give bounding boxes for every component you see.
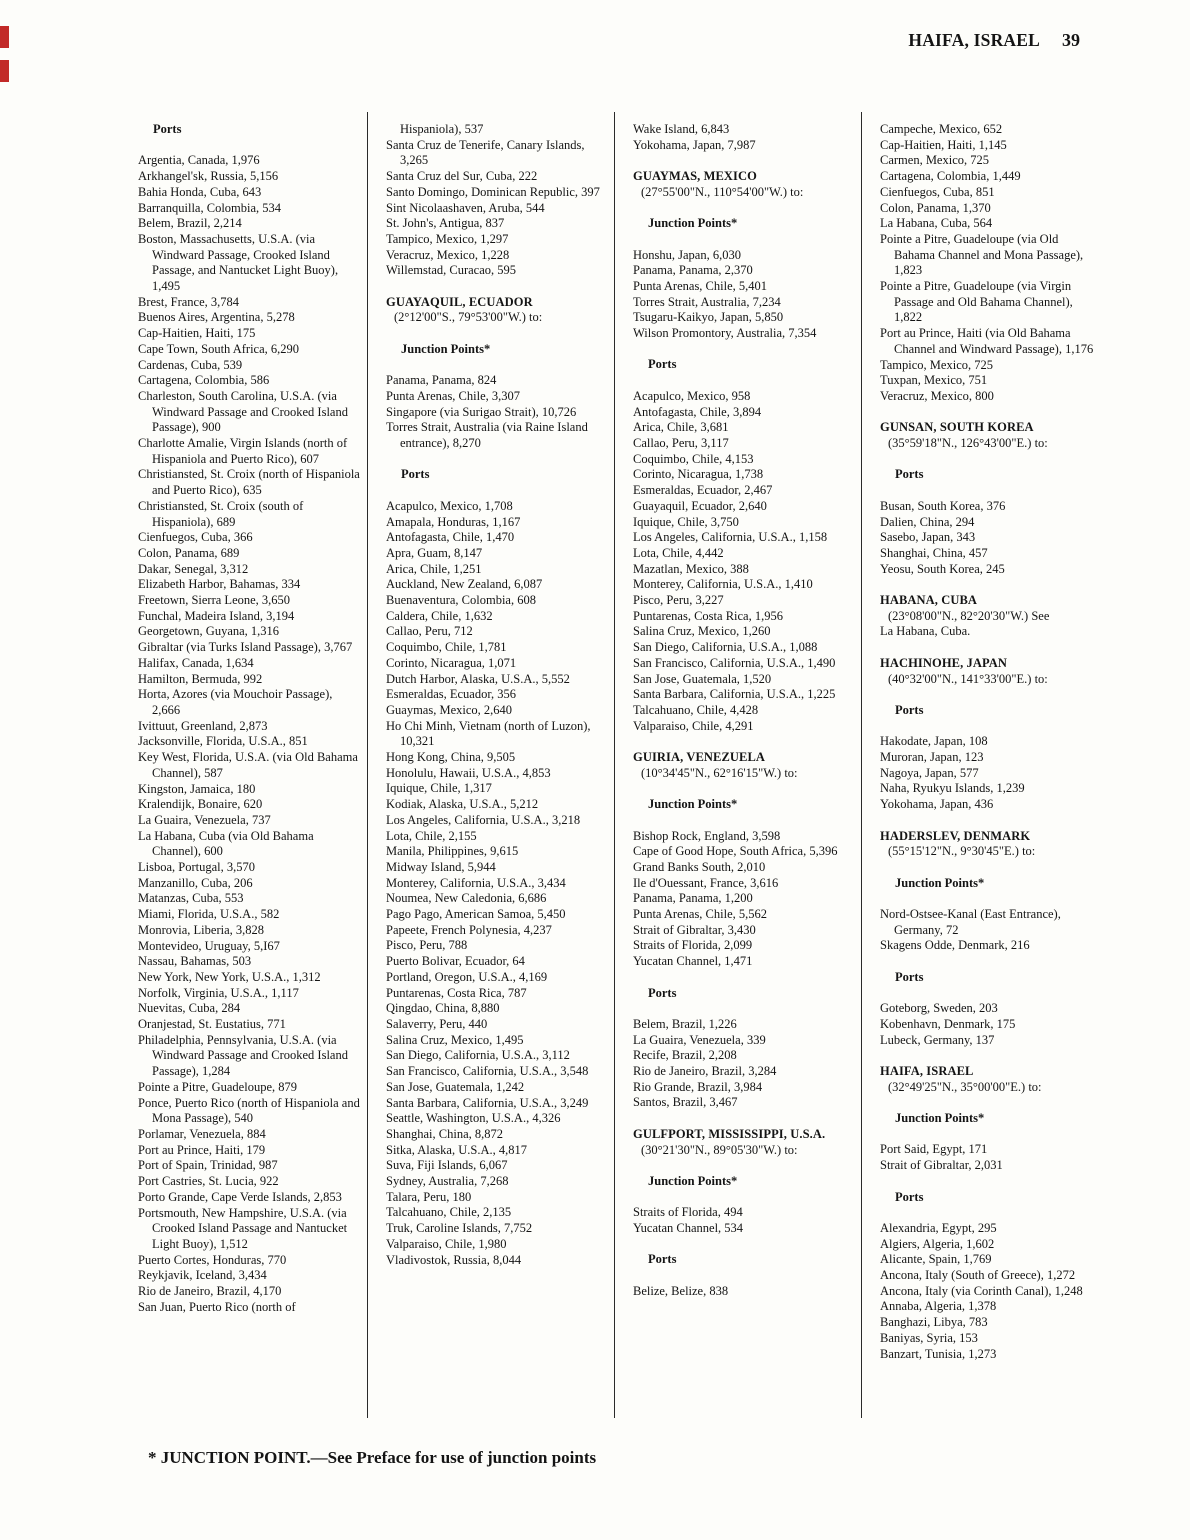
port-entry: Santa Cruz de Tenerife, Canary Islands, 3,265 [386, 137, 585, 168]
port-entry: Pago Pago, American Samoa, 5,450 [386, 907, 566, 922]
port-note: La Habana, Cuba. [880, 624, 971, 639]
port-entry: Amapala, Honduras, 1,167 [386, 514, 521, 529]
port-entry: Alicante, Spain, 1,769 [880, 1252, 992, 1267]
port-entry: Coquimbo, Chile, 1,781 [386, 640, 507, 655]
port-entry: Mazatlan, Mexico, 388 [633, 561, 749, 576]
port-entry: Matanzas, Cuba, 553 [138, 891, 244, 906]
port-entry: Antofagasta, Chile, 3,894 [633, 404, 762, 419]
port-entry: Halifax, Canada, 1,634 [138, 655, 254, 670]
port-entry: Antofagasta, Chile, 1,470 [386, 530, 515, 545]
port-entry: Muroran, Japan, 123 [880, 750, 984, 765]
port-coordinates: (10°34'45"N., 62°16'15"W.) to: [641, 765, 798, 780]
port-entry: Nagoya, Japan, 577 [880, 765, 979, 780]
port-entry: Puntarenas, Costa Rica, 1,956 [633, 608, 783, 623]
entries-group [880, 907, 1102, 954]
edge-registration-mark [0, 26, 9, 48]
port-entry: Christiansted, St. Croix (south of Hispaniola), 689 [138, 498, 304, 529]
port-coordinates: (55°15'12"N., 9°30'45"E.) to: [888, 844, 1036, 859]
column-4 [861, 112, 1108, 1418]
entries-group [386, 122, 608, 138]
port-entry: Auckland, New Zealand, 6,087 [386, 577, 543, 592]
port-name: HAIFA, ISRAEL [880, 1063, 974, 1078]
port-entry: Tampico, Mexico, 725 [880, 357, 993, 372]
port-entry: Vladivostok, Russia, 8,044 [386, 1252, 522, 1267]
port-entry: Belem, Brazil, 2,214 [138, 216, 242, 231]
port-entry: Manila, Philippines, 9,615 [386, 844, 519, 859]
port-entry: Ancona, Italy (South of Greece), 1,272 [880, 1268, 1076, 1283]
section-heading: Junction Points* [401, 341, 491, 356]
port-entry: Montevideo, Uruguay, 5,I67 [138, 938, 280, 953]
port-entry: Shanghai, China, 457 [880, 545, 988, 560]
port-entry: Punta Arenas, Chile, 3,307 [386, 388, 521, 403]
port-entry: Panama, Panama, 824 [386, 373, 497, 388]
port-entry: New York, New York, U.S.A., 1,312 [138, 969, 321, 984]
port-entry: Buenaventura, Colombia, 608 [386, 593, 536, 608]
port-entry: Nassau, Bahamas, 503 [138, 954, 252, 969]
edge-registration-mark [0, 60, 9, 82]
port-entry: Arica, Chile, 3,681 [633, 420, 729, 435]
port-entry: Strait of Gibraltar, 3,430 [633, 922, 756, 937]
section-heading: Ports [895, 969, 924, 984]
entries-group [386, 499, 608, 1268]
section-heading: Ports [648, 1252, 677, 1267]
port-entry: Port au Prince, Haiti (via Old Bahama Channel and Windward Passage), 1,176 [880, 326, 1094, 356]
port-entry: Ivittuut, Greenland, 2,873 [138, 718, 268, 733]
port-entry: La Habana, Cuba, 564 [880, 216, 993, 231]
port-entry: Ile d'Ouessant, France, 3,616 [633, 875, 779, 890]
port-entry: Dakar, Senegal, 3,312 [138, 561, 249, 576]
port-entry: Sasebo, Japan, 343 [880, 530, 976, 545]
port-entry: Baniyas, Syria, 153 [880, 1330, 978, 1345]
entries-group [633, 1017, 855, 1111]
port-entry: Yokohama, Japan, 7,987 [633, 137, 756, 152]
junction-point-footnote: * JUNCTION POINT.—See Preface for use of junction points [148, 1448, 597, 1467]
port-entry: Barranquilla, Colombia, 534 [138, 200, 282, 215]
port-entry: San Jose, Guatemala, 1,242 [386, 1079, 525, 1094]
port-entry: Arica, Chile, 1,251 [386, 561, 482, 576]
port-name: GULFPORT, MISSISSIPPI, U.S.A. [633, 1126, 826, 1141]
port-entry: Los Angeles, California, U.S.A., 3,218 [386, 812, 581, 827]
port-entry: Talcahuano, Chile, 2,135 [386, 1205, 512, 1220]
port-entry: Yucatan Channel, 534 [633, 1221, 744, 1236]
port-entry: Honolulu, Hawaii, U.S.A., 4,853 [386, 765, 551, 780]
port-entry: Wilson Promontory, Australia, 7,354 [633, 326, 817, 341]
port-entry: Banzart, Tunisia, 1,273 [880, 1346, 997, 1361]
port-entry: Freetown, Sierra Leone, 3,650 [138, 593, 291, 608]
port-entry: Norfolk, Virginia, U.S.A., 1,117 [138, 985, 299, 1000]
port-coordinates: (27°55'00"N., 110°54'00"W.) to: [641, 184, 804, 199]
port-entry: Valparaiso, Chile, 4,291 [633, 718, 754, 733]
port-entry: Dalien, China, 294 [880, 514, 975, 529]
port-entry: Alexandria, Egypt, 295 [880, 1220, 997, 1235]
entries-group [633, 1205, 855, 1236]
port-entry: Lota, Chile, 2,155 [386, 828, 477, 843]
port-name: GUIRIA, VENEZUELA [633, 750, 766, 765]
port-entry: Porto Grande, Cape Verde Islands, 2,853 [138, 1189, 342, 1204]
port-entry: Apra, Guam, 8,147 [386, 545, 483, 560]
port-entry: Noumea, New Caledonia, 6,686 [386, 891, 547, 906]
entries-group [633, 829, 855, 970]
port-entry: Yokohama, Japan, 436 [880, 797, 994, 812]
port-entry: Oranjestad, St. Eustatius, 771 [138, 1017, 286, 1032]
port-entry: Hamilton, Bermuda, 992 [138, 671, 263, 686]
port-coordinates: (32°49'25"N., 35°00'00"E.) to: [888, 1079, 1042, 1094]
port-entry: Banghazi, Libya, 783 [880, 1315, 988, 1330]
port-entry: Port au Prince, Haiti, 179 [138, 1142, 266, 1157]
port-heading [880, 829, 1102, 860]
port-entry: Rio Grande, Brazil, 3,984 [633, 1079, 763, 1094]
running-head-title: HAIFA, ISRAEL [908, 30, 1040, 50]
port-heading [633, 1127, 855, 1158]
port-entry: Guaymas, Mexico, 2,640 [386, 702, 513, 717]
port-heading [880, 420, 1102, 451]
port-entry: Puerto Bolivar, Ecuador, 64 [386, 954, 525, 969]
port-coordinates: (2°12'00"S., 79°53'00"W.) to: [394, 310, 543, 325]
port-entry: Suva, Fiji Islands, 6,067 [386, 1158, 508, 1173]
port-entry: Salaverry, Peru, 440 [386, 1017, 488, 1031]
column-3 [614, 112, 861, 1418]
port-entry: Valparaiso, Chile, 1,980 [386, 1236, 507, 1251]
port-entry: Cartagena, Colombia, 586 [138, 373, 270, 388]
entries-group [633, 389, 855, 734]
port-entry: Cap-Haitien, Haiti, 1,145 [880, 137, 1007, 152]
column-2 [367, 112, 614, 1418]
port-heading [633, 169, 855, 200]
port-entry: Key West, Florida, U.S.A. (via Old Bahama Channel), 587 [138, 750, 358, 780]
port-entry: La Guaira, Venezuela, 339 [633, 1032, 766, 1047]
port-entry: Santa Barbara, California, U.S.A., 3,249 [386, 1095, 589, 1110]
port-entry: Corinto, Nicaragua, 1,738 [633, 467, 764, 482]
port-entry: Portland, Oregon, U.S.A., 4,169 [386, 969, 548, 984]
entries-group [880, 1001, 1102, 1048]
port-entry: Caldera, Chile, 1,632 [386, 608, 493, 623]
port-entry: Rio de Janeiro, Brazil, 3,284 [633, 1064, 777, 1079]
port-entry: Cienfuegos, Cuba, 851 [880, 184, 995, 199]
port-entry: Cartagena, Colombia, 1,449 [880, 169, 1021, 184]
port-entry: Sitka, Alaska, U.S.A., 4,817 [386, 1142, 527, 1157]
port-entry: Lisboa, Portugal, 3,570 [138, 860, 256, 875]
port-entry: Bahia Honda, Cuba, 643 [138, 184, 262, 199]
port-entry: Monterey, California, U.S.A., 1,410 [633, 577, 813, 592]
port-entry: Cienfuegos, Cuba, 366 [138, 530, 253, 545]
port-entry: Colon, Panama, 689 [138, 545, 240, 560]
section-heading: Ports [401, 467, 430, 482]
port-entry: Esmeraldas, Ecuador, 356 [386, 687, 517, 702]
port-name: GUAYAQUIL, ECUADOR [386, 294, 533, 309]
port-entry: Buenos Aires, Argentina, 5,278 [138, 310, 295, 325]
port-entry: Carmen, Mexico, 725 [880, 153, 990, 168]
port-heading [386, 295, 608, 326]
port-entry: Straits of Florida, 494 [633, 1205, 743, 1220]
section-heading: Ports [895, 702, 924, 717]
port-entry: Esmeraldas, Ecuador, 2,467 [633, 483, 773, 498]
port-entry: San Francisco, California, U.S.A., 1,490 [633, 655, 836, 670]
port-entry: Port Said, Egypt, 171 [880, 1142, 988, 1157]
entries-group [880, 122, 1102, 405]
port-entry: Callao, Peru, 3,117 [633, 435, 729, 450]
port-entry: Kralendijk, Bonaire, 620 [138, 797, 263, 812]
port-entry: Pointe a Pitre, Guadeloupe (via Virgin Passage and Old Bahama Channel), 1,822 [880, 279, 1073, 325]
port-entry: Torres Strait, Australia, 7,234 [633, 294, 781, 309]
port-entry: Salina Cruz, Mexico, 1,260 [633, 624, 771, 639]
port-entry: Busan, South Korea, 376 [880, 498, 1006, 513]
section-heading: Ports [153, 122, 182, 136]
port-entry: Midway Island, 5,944 [386, 859, 496, 874]
port-entry: Iquique, Chile, 1,317 [386, 781, 492, 796]
port-entry: San Diego, California, U.S.A., 1,088 [633, 640, 818, 655]
port-heading [880, 593, 1102, 640]
entries-group [633, 1284, 855, 1300]
port-entry: San Diego, California, U.S.A., 3,112 [386, 1048, 570, 1063]
port-entry: Salina Cruz, Mexico, 1,495 [386, 1032, 524, 1047]
port-entry: Lubeck, Germany, 137 [880, 1032, 995, 1047]
port-entry: Nuevitas, Cuba, 284 [138, 1001, 241, 1016]
port-entry: Pisco, Peru, 3,227 [633, 593, 724, 608]
port-coordinates: (23°08'00"N., 82°20'30"W.) See [888, 608, 1050, 623]
port-entry: Puerto Cortes, Honduras, 770 [138, 1252, 287, 1267]
port-entry: Campeche, Mexico, 652 [880, 122, 1003, 136]
port-entry: Seattle, Washington, U.S.A., 4,326 [386, 1111, 561, 1126]
port-entry: Puntarenas, Costa Rica, 787 [386, 985, 527, 1000]
port-entry: Veracruz, Mexico, 800 [880, 388, 994, 403]
port-entry: Guayaquil, Ecuador, 2,640 [633, 498, 767, 513]
port-entry: Iquique, Chile, 3,750 [633, 514, 739, 529]
port-entry: Punta Arenas, Chile, 5,401 [633, 278, 768, 293]
port-entry: Acapulco, Mexico, 958 [633, 388, 751, 403]
port-entry: Kingston, Jamaica, 180 [138, 781, 256, 796]
port-entry: Punta Arenas, Chile, 5,562 [633, 907, 768, 922]
port-entry: Talara, Peru, 180 [386, 1189, 472, 1204]
port-entry: Bishop Rock, England, 3,598 [633, 828, 781, 843]
port-entry: Skagens Odde, Denmark, 216 [880, 938, 1030, 953]
page-number: 39 [1062, 30, 1080, 50]
port-entry: Arkhangel'sk, Russia, 5,156 [138, 169, 279, 184]
port-entry: Annaba, Algeria, 1,378 [880, 1299, 997, 1314]
port-entry: Jacksonville, Florida, U.S.A., 851 [138, 734, 308, 749]
port-entry: Kobenhavn, Denmark, 175 [880, 1016, 1016, 1031]
section-heading: Junction Points* [895, 875, 985, 890]
port-entry: Santa Barbara, California, U.S.A., 1,225 [633, 687, 836, 702]
port-entry: Los Angeles, California, U.S.A., 1,158 [633, 530, 828, 545]
port-entry: San Jose, Guatemala, 1,520 [633, 671, 772, 686]
port-heading [633, 750, 855, 781]
port-entry: Hong Kong, China, 9,505 [386, 750, 516, 765]
port-entry: Reykjavik, Iceland, 3,434 [138, 1268, 267, 1283]
port-entry: Funchal, Madeira Island, 3,194 [138, 608, 295, 623]
entries-group [386, 373, 608, 452]
port-entry: San Francisco, California, U.S.A., 3,548 [386, 1064, 589, 1079]
port-name: GUAYMAS, MEXICO [633, 169, 757, 184]
port-entry: Cape of Good Hope, South Africa, 5,396 [633, 844, 838, 859]
columns [120, 112, 1108, 1418]
port-name: HADERSLEV, DENMARK [880, 828, 1031, 843]
port-entry: Shanghai, China, 8,872 [386, 1126, 504, 1141]
port-entry: St. John's, Antigua, 837 [386, 216, 505, 231]
entries-group [633, 248, 855, 342]
port-coordinates: (35°59'18"N., 126°43'00"E.) to: [888, 436, 1048, 451]
port-entry: Panama, Panama, 1,200 [633, 891, 753, 906]
port-entry: Portsmouth, New Hampshire, U.S.A. (via Crooked Island Passage and Nantucket Light Buoy), 1,512 [138, 1205, 348, 1251]
port-entry: Tampico, Mexico, 1,297 [386, 231, 509, 246]
port-name: HABANA, CUBA [880, 593, 978, 608]
port-entry: Panama, Panama, 2,370 [633, 263, 753, 278]
port-entry: Sint Nicolaashaven, Aruba, 544 [386, 200, 545, 215]
port-entry: Qingdao, China, 8,880 [386, 1001, 500, 1016]
port-entry: Georgetown, Guyana, 1,316 [138, 624, 280, 639]
port-entry: Papeete, French Polynesia, 4,237 [386, 922, 552, 937]
port-entry: Port Castries, St. Lucia, 922 [138, 1174, 279, 1189]
port-entry: Goteborg, Sweden, 203 [880, 1001, 998, 1016]
port-entry: Grand Banks South, 2,010 [633, 859, 766, 874]
port-entry: Santo Domingo, Dominican Republic, 397 [386, 184, 600, 199]
entries-group [880, 499, 1102, 578]
port-entry: Acapulco, Mexico, 1,708 [386, 498, 513, 513]
port-entry: Pisco, Peru, 788 [386, 938, 468, 953]
port-entry: Monterey, California, U.S.A., 3,434 [386, 875, 566, 890]
port-entry: Ho Chi Minh, Vietnam (north of Luzon), 10,321 [386, 718, 591, 749]
port-entry: Horta, Azores (via Mouchoir Passage), 2,666 [138, 687, 333, 717]
port-entry: Miami, Florida, U.S.A., 582 [138, 907, 280, 922]
port-entry: Porlamar, Venezuela, 884 [138, 1126, 266, 1141]
section-heading: Junction Points* [648, 216, 738, 231]
entries-group [633, 122, 855, 153]
section-heading: Ports [648, 985, 677, 1000]
port-entry: Algiers, Algeria, 1,602 [880, 1236, 995, 1251]
port-entry: La Habana, Cuba (via Old Bahama Channel), 600 [138, 828, 314, 859]
port-entry: Lota, Chile, 4,442 [633, 545, 724, 560]
port-entry: Brest, France, 3,784 [138, 294, 240, 309]
port-entry: Cap-Haitien, Haiti, 175 [138, 326, 256, 341]
port-entry: Argentia, Canada, 1,976 [138, 153, 260, 168]
entries-group [880, 1142, 1102, 1173]
port-entry: Gibraltar (via Turks Island Passage), 3,767 [138, 640, 353, 655]
port-entry: Veracruz, Mexico, 1,228 [386, 247, 510, 262]
port-entry: Tsugaru-Kaikyo, Japan, 5,850 [633, 310, 784, 325]
port-name: HACHINOHE, JAPAN [880, 655, 1008, 670]
section-heading: Ports [648, 357, 677, 372]
port-entry: Straits of Florida, 2,099 [633, 938, 753, 953]
port-entry: Sydney, Australia, 7,268 [386, 1174, 509, 1189]
port-entry: Belize, Belize, 838 [633, 1283, 729, 1298]
port-entry: Naha, Ryukyu Islands, 1,239 [880, 781, 1025, 796]
port-entry: San Juan, Puerto Rico (north of [138, 1299, 296, 1314]
port-entry: Strait of Gibraltar, 2,031 [880, 1158, 1003, 1173]
port-entry: Singapore (via Surigao Strait), 10,726 [386, 404, 577, 419]
section-heading: Junction Points* [648, 797, 738, 812]
entries-group [138, 153, 361, 1315]
port-entry: Torres Strait, Australia (via Raine Island entrance), 8,270 [386, 420, 588, 451]
port-entry: Cape Town, South Africa, 6,290 [138, 341, 300, 356]
entries-group [386, 138, 608, 279]
port-entry: Colon, Panama, 1,370 [880, 200, 991, 215]
port-entry: Belem, Brazil, 1,226 [633, 1016, 737, 1031]
port-entry: Recife, Brazil, 2,208 [633, 1048, 737, 1063]
section-heading: Junction Points* [648, 1173, 738, 1188]
port-entry: Ancona, Italy (via Corinth Canal), 1,248 [880, 1283, 1083, 1298]
port-entry: Ponce, Puerto Rico (north of Hispaniola and Mona Passage), 540 [138, 1095, 360, 1126]
port-name: GUNSAN, SOUTH KOREA [880, 420, 1034, 435]
port-entry: Charleston, South Carolina, U.S.A. (via Windward Passage and Crooked Island Passage), 900 [138, 388, 348, 435]
port-entry: Corinto, Nicaragua, 1,071 [386, 655, 517, 670]
port-entry: Yeosu, South Korea, 245 [880, 561, 1005, 576]
port-entry: Cardenas, Cuba, 539 [138, 357, 243, 372]
port-heading [880, 1064, 1102, 1095]
section-heading: Ports [895, 467, 924, 482]
port-entry: Tuxpan, Mexico, 751 [880, 373, 988, 388]
port-entry: Santos, Brazil, 3,467 [633, 1095, 738, 1110]
port-entry: Philadelphia, Pennsylvania, U.S.A. (via Windward Passage and Crooked Island Passage), 1,284 [138, 1032, 348, 1079]
port-entry: Willemstad, Curacao, 595 [386, 263, 517, 278]
port-entry: Manzanillo, Cuba, 206 [138, 875, 253, 890]
port-entry: Christiansted, St. Croix (north of Hispaniola and Puerto Rico), 635 [138, 467, 360, 498]
port-entry: Pointe a Pitre, Guadeloupe (via Old Bahama Channel and Mona Passage), 1,823 [880, 231, 1084, 278]
port-entry: Santa Cruz del Sur, Cuba, 222 [386, 169, 538, 184]
port-coordinates: (30°21'30"N., 89°05'30"W.) to: [641, 1142, 798, 1157]
port-entry: Nord-Ostsee-Kanal (East Entrance), Germany, 72 [880, 907, 1061, 937]
port-entry: Callao, Peru, 712 [386, 624, 473, 639]
port-entry: Hispaniola), 537 [400, 122, 484, 136]
section-heading: Junction Points* [895, 1111, 985, 1126]
port-entry: Monrovia, Liberia, 3,828 [138, 922, 265, 937]
port-entry: Charlotte Amalie, Virgin Islands (north of Hispaniola and Puerto Rico), 607 [138, 436, 348, 466]
section-heading: Ports [895, 1189, 924, 1204]
port-entry: Truk, Caroline Islands, 7,752 [386, 1221, 533, 1236]
port-entry: Wake Island, 6,843 [633, 122, 730, 136]
port-entry: Pointe a Pitre, Guadeloupe, 879 [138, 1079, 297, 1094]
page-header [908, 30, 1080, 51]
port-entry: Yucatan Channel, 1,471 [633, 954, 753, 969]
column-1 [120, 112, 367, 1418]
port-entry: Elizabeth Harbor, Bahamas, 334 [138, 577, 301, 592]
port-entry: La Guaira, Venezuela, 737 [138, 812, 271, 827]
port-entry: Honshu, Japan, 6,030 [633, 247, 741, 262]
port-entry: Port of Spain, Trinidad, 987 [138, 1158, 278, 1173]
port-heading [880, 656, 1102, 687]
entries-group [880, 734, 1102, 813]
port-coordinates: (40°32'00"N., 141°33'00"E.) to: [888, 671, 1048, 686]
port-entry: Hakodate, Japan, 108 [880, 734, 988, 749]
port-entry: Rio de Janeiro, Brazil, 4,170 [138, 1284, 282, 1299]
port-entry: Dutch Harbor, Alaska, U.S.A., 5,552 [386, 671, 570, 686]
port-entry: Talcahuano, Chile, 4,428 [633, 702, 759, 717]
port-entry: Kodiak, Alaska, U.S.A., 5,212 [386, 797, 539, 812]
entries-group [880, 1221, 1102, 1362]
port-entry: Boston, Massachusetts, U.S.A. (via Windward Passage, Crooked Island Passage, and Nantucket Light Buoy), 1,495 [138, 231, 339, 294]
port-entry: Coquimbo, Chile, 4,153 [633, 451, 754, 466]
